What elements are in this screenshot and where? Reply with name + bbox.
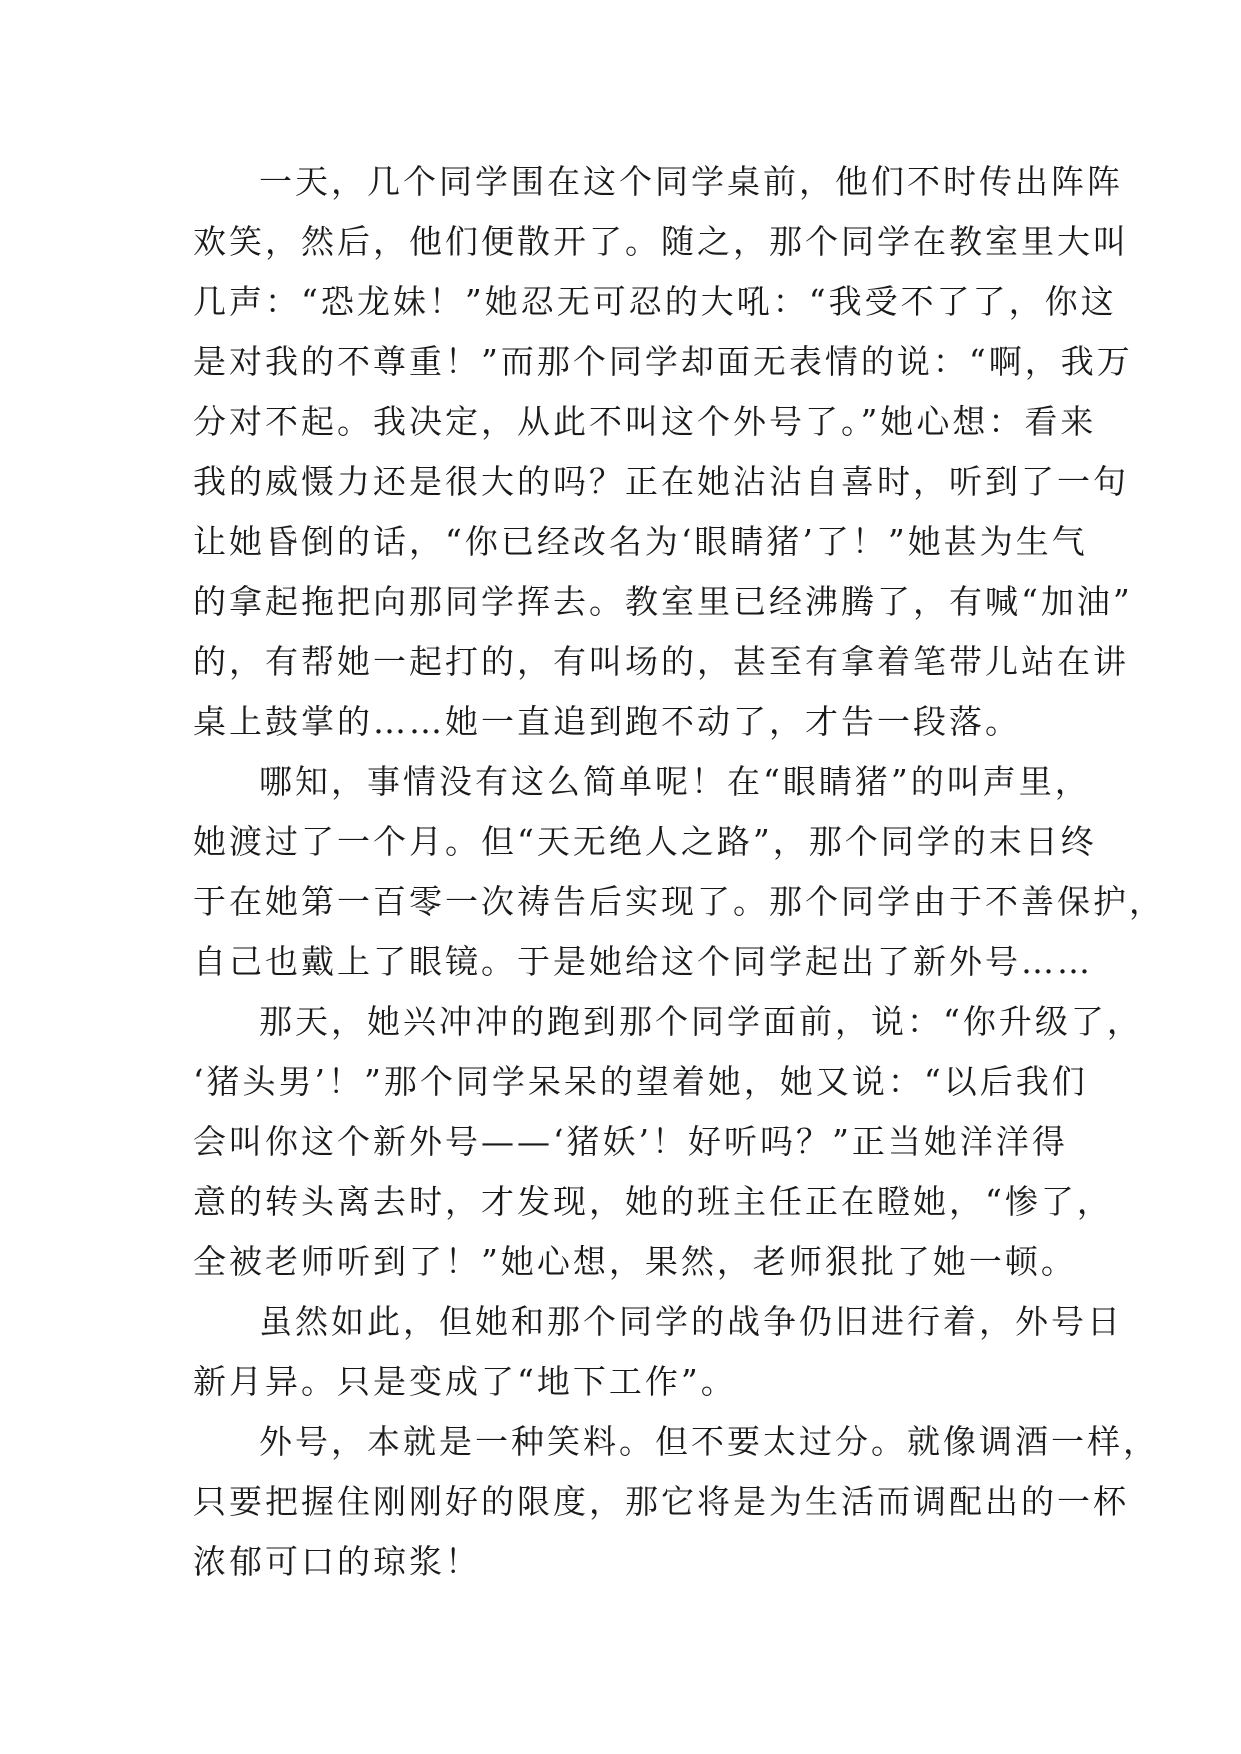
- text-line: 那天，她兴冲冲的跑到那个同学面前，说：“你升级了，: [259, 1002, 1143, 1041]
- text-line: 外号，本就是一种笑料。但不要太过分。就像调酒一样，: [259, 1422, 1159, 1461]
- paragraph: [193, 992, 1143, 1292]
- text-line: 的拿起拖把向那同学挥去。教室里已经沸腾了，有喊“加油”: [193, 582, 1133, 621]
- text-line: 的，有帮她一起打的，有叫场的，甚至有拿着笔带儿站在讲: [193, 642, 1129, 681]
- paragraph: [193, 752, 1165, 992]
- text-line: 自己也戴上了眼镜。于是她给这个同学起出了新外号……: [193, 942, 1093, 981]
- text-line: 让她昏倒的话，“你已经改名为‘眼睛猪’了！”她甚为生气: [193, 522, 1088, 561]
- text-line: ‘猪头男’！”那个同学呆呆的望着她，她又说：“以后我们: [193, 1062, 1088, 1101]
- text-line: 全被老师听到了！”她心想，果然，老师狠批了她一顿。: [193, 1242, 1077, 1281]
- text-line: 分对不起。我决定，从此不叫这个外号了。”她心想：看来: [193, 402, 1097, 441]
- text-line: 她渡过了一个月。但“天无绝人之路”，那个同学的末日终: [193, 822, 1097, 861]
- text-line: 几声：“恐龙妹！”她忍无可忍的大吼：“我受不了了，你这: [193, 282, 1117, 321]
- text-line: 浓郁可口的琼浆！: [193, 1542, 481, 1581]
- text-line: 我的威慑力还是很大的吗？正在她沾沾自喜时，听到了一句: [193, 462, 1129, 501]
- text-line: 于在她第一百零一次祷告后实现了。那个同学由于不善保护，: [193, 882, 1165, 921]
- essay-body: [193, 152, 1165, 1592]
- paragraph: [193, 152, 1133, 752]
- text-line: 会叫你这个新外号——‘猪妖’！好听吗？”正当她洋洋得: [193, 1122, 1068, 1161]
- paragraph: [193, 1292, 1123, 1412]
- text-line: 是对我的不尊重！”而那个同学却面无表情的说：“啊，我万: [193, 342, 1133, 381]
- text-line: 欢笑，然后，他们便散开了。随之，那个同学在教室里大叫: [193, 222, 1129, 261]
- text-line: 意的转头离去时，才发现，她的班主任正在瞪她，“惨了，: [193, 1182, 1113, 1221]
- text-line: 只要把握住刚刚好的限度，那它将是为生活而调配出的一杯: [193, 1482, 1129, 1521]
- text-line: 新月异。只是变成了“地下工作”。: [193, 1362, 737, 1401]
- text-line: 虽然如此，但她和那个同学的战争仍旧进行着，外号日: [259, 1302, 1123, 1341]
- text-line: 桌上鼓掌的……她一直追到跑不动了，才告一段落。: [193, 702, 1021, 741]
- text-line: 哪知，事情没有这么简单呢！在“眼睛猪”的叫声里，: [259, 762, 1091, 801]
- paragraph: [193, 1412, 1159, 1592]
- text-line: 一天，几个同学围在这个同学桌前，他们不时传出阵阵: [259, 162, 1123, 201]
